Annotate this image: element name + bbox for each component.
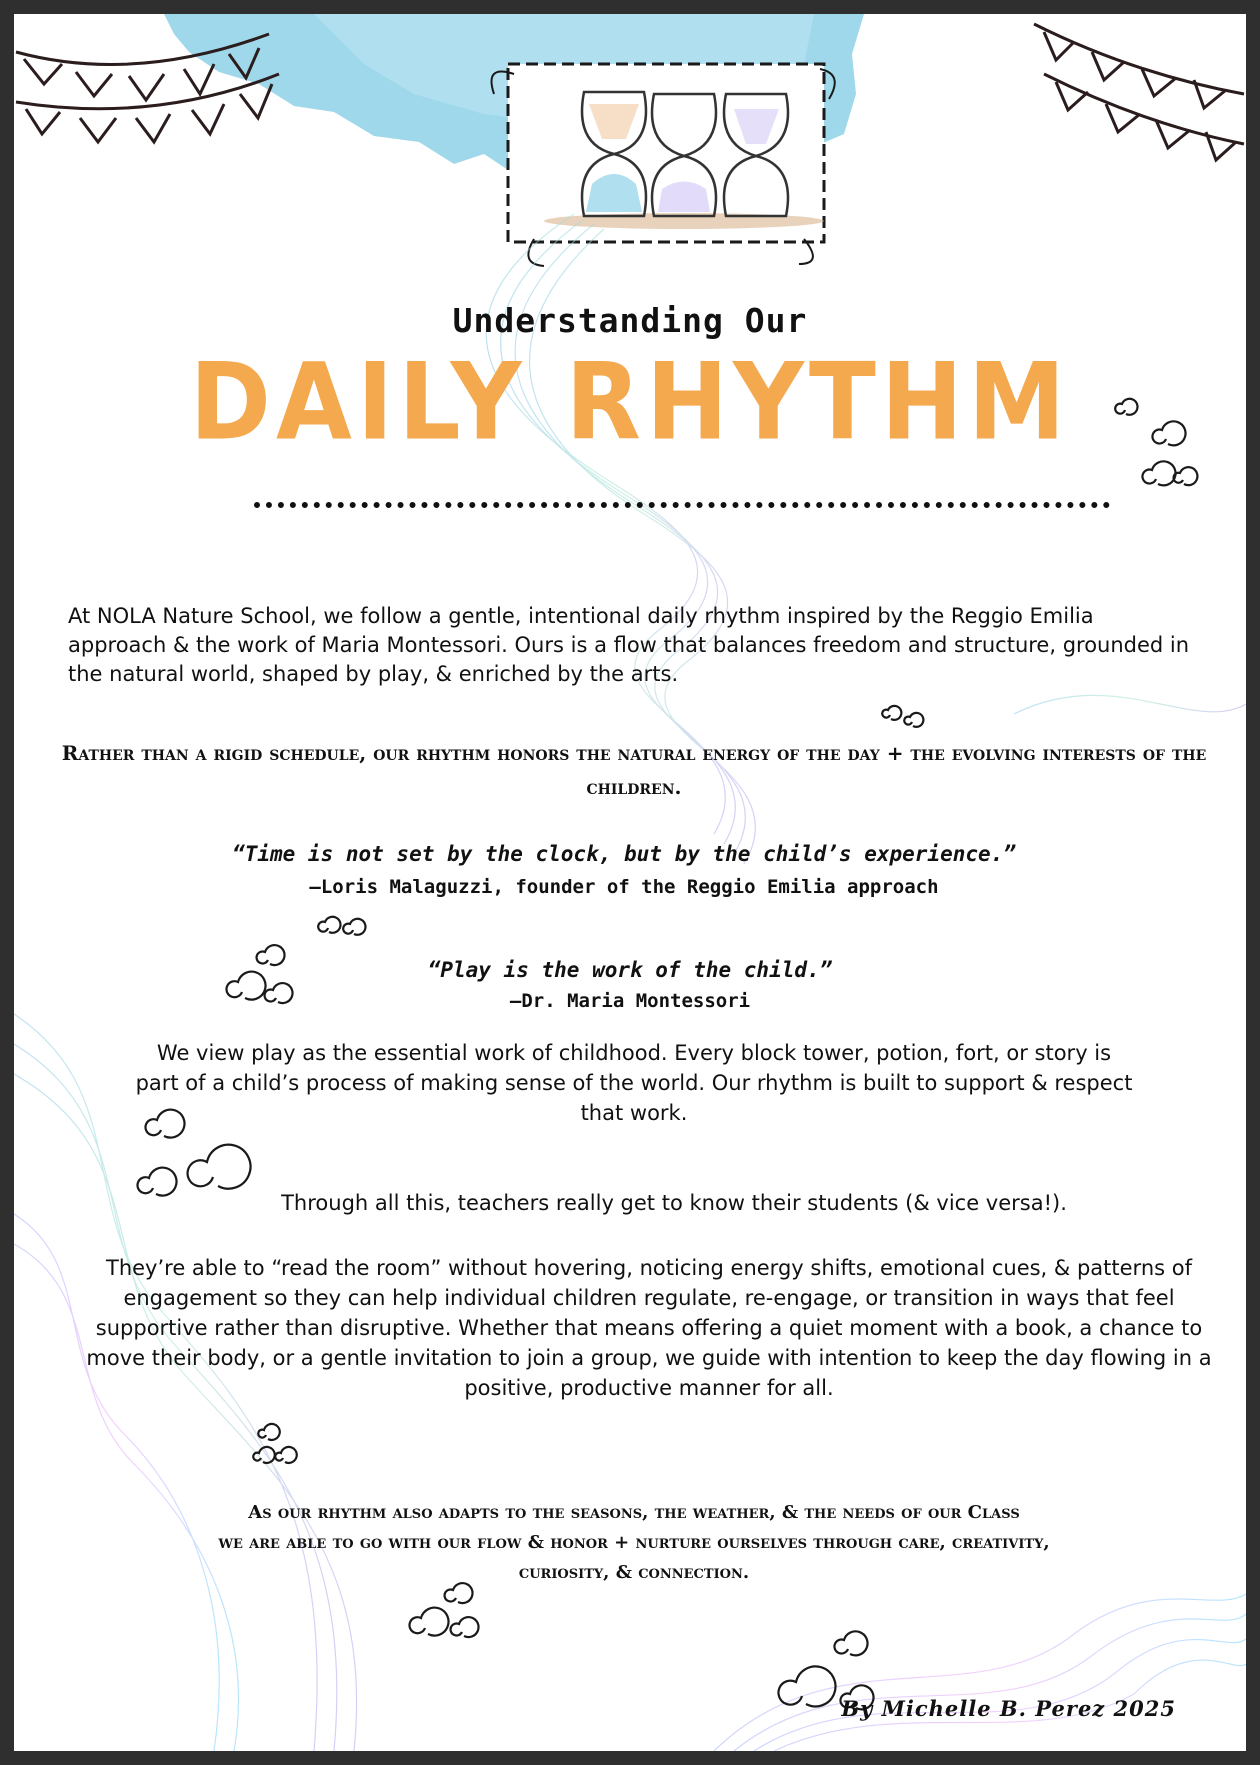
page-title: DAILY RHYTHM — [189, 341, 1071, 465]
swirl-icon — [451, 1617, 479, 1637]
swirl-icon — [1142, 461, 1175, 485]
swirl-icon — [253, 1447, 275, 1463]
closing-statement — [54, 1498, 1214, 1588]
swirl-icon — [318, 917, 340, 933]
quote-montessori: “Play is the work of the child.” — [427, 958, 833, 982]
closing-line-3: curiosity, & connection. — [518, 1562, 750, 1583]
swirl-icon — [778, 1666, 835, 1706]
dotted-divider — [254, 502, 1110, 508]
quote-montessori-attribution: —Dr. Maria Montessori — [509, 990, 751, 1012]
closing-line-1: As our rhythm also adapts to the seasons, the weather, & the needs of our Class — [248, 1502, 1020, 1523]
swirl-icon — [343, 919, 365, 935]
closing-line-2: we are able to go with our flow & honor + nurture ourselves through care, creativity, — [218, 1532, 1050, 1553]
document-page — [14, 14, 1246, 1751]
hourglass-illustration — [492, 64, 835, 266]
quote-malaguzzi: “Time is not set by the clock, but by the child’s experience.” — [232, 842, 1016, 866]
swirl-icon — [834, 1631, 867, 1655]
swirl-icon — [882, 706, 901, 720]
rhythm-statement: Rather than a rigid schedule, our rhythm honors the natural energy of the day + the evolving interests of the children. — [61, 741, 1207, 799]
through-line: Through all this, teachers really get to know their students (& vice versa!). — [281, 1191, 1067, 1215]
quote-malaguzzi-attribution: —Loris Malaguzzi, founder of the Reggio Emilia approach — [309, 876, 939, 898]
bunting-banner-right — [1034, 24, 1244, 160]
play-paragraph: We view play as the essential work of childhood. Every block tower, potion, fort, or story is part of a child’s process of making sense of the world. Our rhythm is built to support & respect that work. — [135, 1041, 1133, 1125]
page-subtitle: Understanding Our — [452, 301, 808, 340]
swirl-icon — [410, 1608, 449, 1636]
swirl-icon — [188, 1145, 251, 1189]
swirl-icon — [904, 713, 923, 727]
swirl-icon — [258, 1424, 280, 1440]
read-the-room-paragraph: They’re able to “read the room” without hovering, noticing energy shifts, emotional cues, & patterns of engagement so they can help individual children regulate, re-engage, or transition in ways that feel supportive rather than disruptive. Whether that means offering a quiet moment with a book, a chance to move their body, or a gentle invitation to join a group, we guide with intention to keep the day flowing in a positive, productive manner for all. — [86, 1256, 1212, 1400]
swirl-icon — [138, 1168, 177, 1196]
intro-paragraph: At NOLA Nature School, we follow a gentle, intentional daily rhythm inspired by the Reggio Emilia approach & the work of Maria Montessori. Ours is a flow that balances freedom and structure, grounded in the natural world, shaped by play, & enriched by the arts. — [68, 604, 1190, 686]
swirl-icon — [1174, 467, 1198, 485]
author-signature: By Michelle B. Perez 2025 — [841, 1696, 1176, 1721]
swirl-icon — [275, 1447, 297, 1463]
